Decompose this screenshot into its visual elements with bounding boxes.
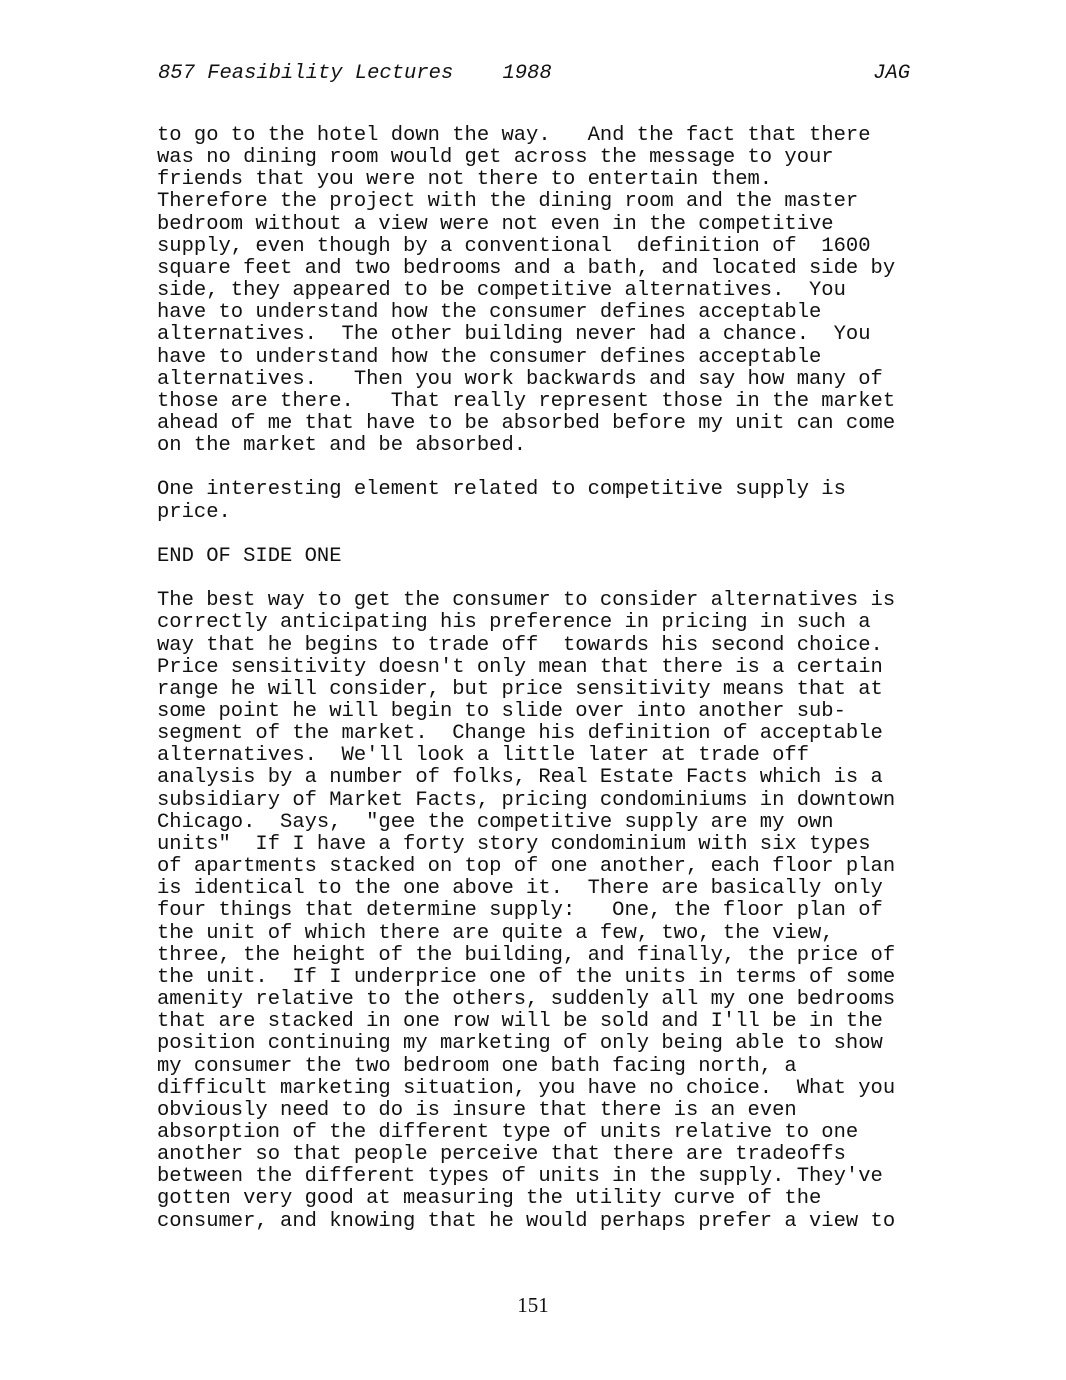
- paragraph: One interesting element related to competitive supply is price.: [157, 478, 846, 524]
- header-title: 857 Feasibility Lectures 1988: [158, 62, 552, 85]
- section-marker: END OF SIDE ONE: [157, 544, 342, 568]
- page-header: [158, 62, 910, 88]
- header-initials: JAG: [873, 62, 910, 85]
- page-number: 151: [517, 1293, 549, 1317]
- document-body: [157, 125, 927, 1255]
- paragraph: The best way to get the consumer to consider alternatives is correctly anticipating his preference in pricing in such a way that he begins to trade off towards his second choice. Price sensitivity doesn't only mean that there is a certain range he will consider, but price sensitivity means that at some point he will begin to slide over into another sub- segment of the market. Change his definition of acceptable alternatives. We'll look a little later at trade off analysis by a number of folks, Real Estate Facts which is a subsidiary of Market Facts, pricing condominiums in downtown Chicago. Says, "gee the competitive supply are my own units" If I have a forty story condominium with six types of apartments stacked on top of one another, each floor plan is identical to the one above it. There are basically only four things that determine supply: One, the floor plan of the unit of which there are quite a few, two, the view, three, the height of the building, and finally, the price of the unit. If I underprice one of the units in terms of some amenity relative to the others, suddenly all my one bedrooms that are stacked in one row will be sold and I'll be in the position continuing my marketing of only being able to show my consumer the two bedroom one bath facing north, a difficult marketing situation, you have no choice. What you obviously need to do is insure that there is an even absorption of the different type of units relative to one another so that people perceive that there are tradeoffs between the different types of units in the supply. They've gotten very good at measuring the utility curve of the consumer, and knowing that he would perhaps prefer a view to: [157, 589, 896, 1233]
- paragraph: to go to the hotel down the way. And the fact that there was no dining room would get across the message to your friends that you were not there to entertain them. Therefore the project with the dining room and the master bedroom without a view were not even in the competitive supply, even though by a conventional definition of 1600 square feet and two bedrooms and a bath, and located side by side, they appeared to be competitive alternatives. You have to understand how the consumer defines acceptable alternatives. The other building never had a chance. You have to understand how the consumer defines acceptable alternatives. Then you work backwards and say how many of those are there. That really represent those in the market ahead of me that have to be absorbed before my unit can come on the market and be absorbed.: [157, 124, 896, 458]
